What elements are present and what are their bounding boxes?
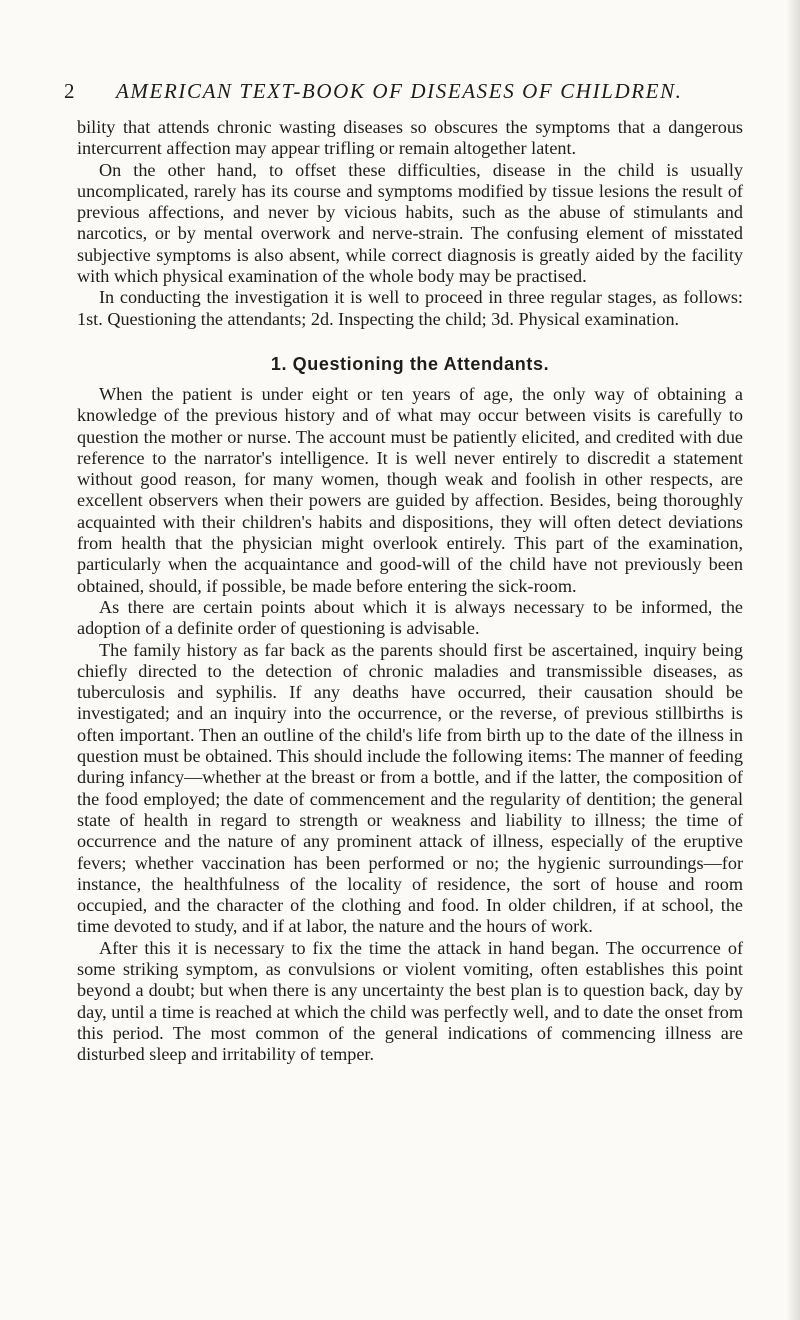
paragraph-continued: bility that attends chronic wasting diseases so obscures the symptoms that a dangerous intercurrent affection may appear trifling or remain altogether latent. bbox=[77, 117, 743, 159]
body-text bbox=[77, 117, 743, 1065]
paragraph: In conducting the investigation it is well to proceed in three regular stages, as follows: 1st. Questioning the attendants; 2d. Inspecting the child; 3d. Physical examination. bbox=[77, 287, 743, 329]
section-heading: 1. Questioning the Attendants. bbox=[270, 353, 550, 374]
paragraph: On the other hand, to offset these difficulties, disease in the child is usually uncomplicated, rarely has its course and symptoms modified by tissue lesions the result of previous affections, and never by vicious habits, such as the abuse of stimulants and narcotics, or by mental overwork and nerve-strain. The confusing element of misstated subjective symptoms is also absent, while correct diagnosis is greatly aided by the facility with which physical examination of the whole body may be practised. bbox=[77, 159, 743, 287]
paragraph: After this it is necessary to fix the time the attack in hand began. The occurrence of some striking symptom, as convulsions or violent vomiting, often establishes this point beyond a doubt; but when there is any uncertainty the best plan is to question back, day by day, until a time is reached at which the child was perfectly well, and to date the onset from this period. The most common of the general indications of commencing illness are disturbed sleep and irritability of temper. bbox=[77, 937, 743, 1065]
running-title: AMERICAN TEXT-BOOK OF DISEASES OF CHILDREN. bbox=[116, 79, 683, 103]
paragraph: The family history as far back as the parents should first be ascertained, inquiry being chiefly directed to the detection of chronic maladies and transmissible diseases, as tuberculosis and syphilis. If any deaths have occurred, their causation should be investigated; and an inquiry into the occurrence, or the reverse, of previous stillbirths is often important. Then an outline of the child's life from birth up to the date of the illness in question must be obtained. This should include the following items: The manner of feeding during infancy—whether at the breast or from a bottle, and if the latter, the composition of the food employed; the date of commencement and the regularity of dentition; the general state of health in regard to strength or weakness and liability to illness; the time of occurrence and the nature of any prominent attack of illness, especially of the eruptive fevers; whether vaccination has been performed or no; the hygienic surroundings—for instance, the healthfulness of the locality of residence, the sort of house and room occupied, and the character of the clothing and food. In older children, if at school, the time devoted to study, and if at labor, the nature and the hours of work. bbox=[77, 639, 743, 937]
paragraph: As there are certain points about which it is always necessary to be informed, the adoption of a definite order of questioning is advisable. bbox=[77, 596, 743, 639]
running-head bbox=[64, 76, 744, 106]
paragraph: When the patient is under eight or ten years of age, the only way of obtaining a knowledge of the previous history and of what may occur between visits is carefully to question the mother or nurse. The account must be patiently elicited, and credited with due reference to the narrator's intelligence. It is well never entirely to discredit a statement without good reason, for many women, though weak and foolish in other respects, are excellent observers when their powers are guided by affection. Besides, being thoroughly acquainted with their children's habits and dispositions, they will often detect deviations from health that the physician might overlook entirely. This part of the examination, particularly when the acquaintance and good-will of the child have not previously been obtained, should, if possible, be made before entering the sick-room. bbox=[77, 383, 743, 596]
page-edge-shadow bbox=[786, 0, 800, 1320]
page-number: 2 bbox=[64, 79, 75, 103]
